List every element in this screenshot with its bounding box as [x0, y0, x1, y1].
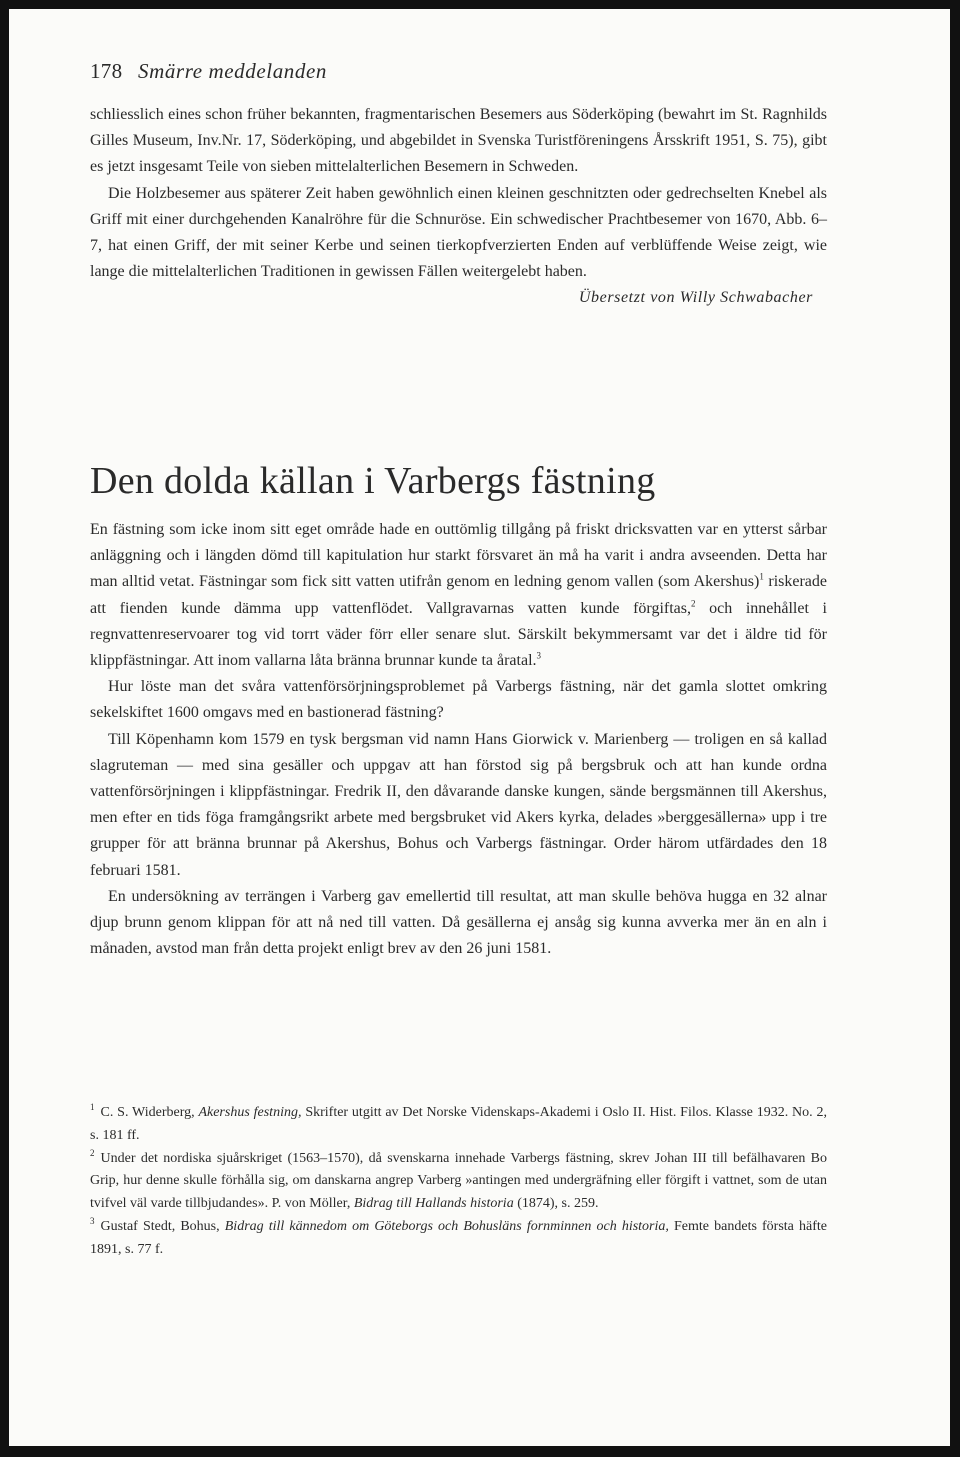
footnote-3-text-b: Femte bandets första häfte 1891, s. 77 f. — [90, 1218, 827, 1257]
article-paragraph-3: Till Köpenhamn kom 1579 en tysk bergsman vid namn Hans Giorwick v. Marienberg — troligen en så kallad slagruteman — med sina gesäller och uppgav att han förstod sig på bergsbruk och att han kunde ordna vattenförsörjningen i klippfästningar. Fredrik II, den dåvarande danske kungen, sände bergsmännen till Akershus, men efter en tids föga framgångsrikt arbete med bergsbruket vid Akers kyrka, delades »berggesällerna» upp i tre grupper för att bränna brunnar på Akershus, Bohus och Varbergs fästningar. Order härom utfärdades den 18 februari 1581. — [90, 730, 827, 879]
book-page — [9, 9, 950, 1446]
article-body — [90, 517, 827, 962]
article-paragraph-1 — [90, 517, 827, 674]
footnote-2-text-a: Under det nordiska sjuårskriget (1563–1570), då svenskarna innehade Varbergs fästning, skrev Johan III till befälhavaren Bo Grip, hur denne skulle förhålla sig, om danskarna angrep Varberg »antingen med undergräfning eller förgift i vattnet, som de utan tvifvel väl varde tillbjudandes». P. von Möller, — [90, 1150, 827, 1212]
footnote-ref-1[interactable]: 1 — [759, 572, 764, 583]
footnote-mark-2: 2 — [90, 1147, 95, 1158]
article-paragraph-1-part-c: och innehållet i regnvattenreservoarer tog vid torrt väder förr eller senare slut. Särskilt bekymmersamt var det i äldre tid för klippfästningar. Att inom vallarna låta bränna brunnar kunde ta åratal. — [90, 599, 827, 670]
translator-signature: Übersetzt von Willy Schwabacher — [578, 289, 813, 307]
footnote-1-text-b: Skrifter utgitt av Det Norske Videnskaps-Akademi i Oslo II. Hist. Filos. Klasse 1932. No. 2, s. 181 ff. — [90, 1105, 827, 1143]
footnote-mark-1: 1 — [90, 1102, 95, 1113]
footnote-3 — [90, 1216, 827, 1262]
footnote-ref-2[interactable]: 2 — [690, 598, 696, 609]
article-title: Den dolda källan i Varbergs fästning — [90, 460, 656, 502]
footnote-2-italic: Bidrag till Hallands historia — [353, 1196, 514, 1212]
page-number: 178 — [90, 59, 123, 83]
footnote-3-text-a: Gustaf Stedt, Bohus, — [100, 1218, 225, 1234]
footnote-1-italic: Akershus festning, — [198, 1105, 302, 1120]
footnote-mark-3: 3 — [90, 1216, 95, 1227]
article-paragraph-2: Hur löste man det svåra vattenförsörjningsproblemet på Varbergs fästning, när det gamla slottet omkring sekelskiftet 1600 omgavs med en bastionerad fästning? — [90, 678, 827, 722]
german-paragraph-2: Die Holzbesemer aus späterer Zeit haben gewöhnlich einen kleinen geschnitzten oder gedrechselten Knebel als Griff mit einer durchgehenden Kanalröhre für die Schnuröse. Ein schwedischer Prachtbesemer von 1670, Abb. 6–7, hat einen Griff, der mit seiner Kerbe und seinen tierkopfverzierten Enden auf verblüffende Weise zeigt, wie lange die mittelalterlichen Traditionen in gewissen Fällen weitergelebt haben. — [90, 184, 827, 281]
footnote-2-text-b: (1874), s. 259. — [513, 1196, 599, 1212]
article-paragraph-4: En undersökning av terrängen i Varberg gav emellertid till resultat, att man skulle behöva hugga en 32 alnar djup brunn genom klippan för att nå ned till vatten. Då gesällerna ej ansåg sig kunna avverka mer än en aln i månaden, avstod man från detta projekt enligt brev av den 26 juni 1581. — [90, 887, 827, 958]
footnote-ref-3[interactable]: 3 — [536, 650, 542, 661]
article-paragraph-1-part-a: En fästning som icke inom sitt eget område hade en outtömlig tillgång på friskt dricksvatten var en ytterst sårbar anläggning och i längden dömd till kapitulation hur starkt försvaret än må ha varit i andra avseenden. Detta har man alltid vetat. Fästningar som fick sitt vatten utifrån genom en ledning genom vallen (som Akershus) — [90, 521, 827, 591]
footnote-1 — [90, 1102, 827, 1148]
german-paragraph-1: schliesslich eines schon früher bekannten, fragmentarischen Besemers aus Söderköping (bewahrt im St. Ragnhilds Gilles Museum, Inv.Nr. 17, Söderköping, und abgebildet in Svenska Turistföreningens Årsskrift 1951, S. 75), gibt es jetzt insgesamt Teile von sieben mittelalterlichen Besemern in Schweden. — [90, 106, 827, 176]
german-text-section — [90, 102, 827, 312]
running-head — [90, 59, 327, 84]
footnotes — [90, 1102, 827, 1262]
footnote-1-text-a: C. S. Widerberg, — [100, 1105, 199, 1120]
footnote-2 — [90, 1148, 827, 1216]
section-title: Smärre meddelanden — [137, 59, 328, 83]
article-paragraph-1-part-b: riskerade att fienden kunde dämma upp vattenflödet. Vallgravarnas vatten kunde förgiftas, — [90, 573, 827, 617]
footnote-3-italic: Bidrag till kännedom om Göteborgs och Bohusläns fornminnen och historia, — [224, 1218, 669, 1234]
